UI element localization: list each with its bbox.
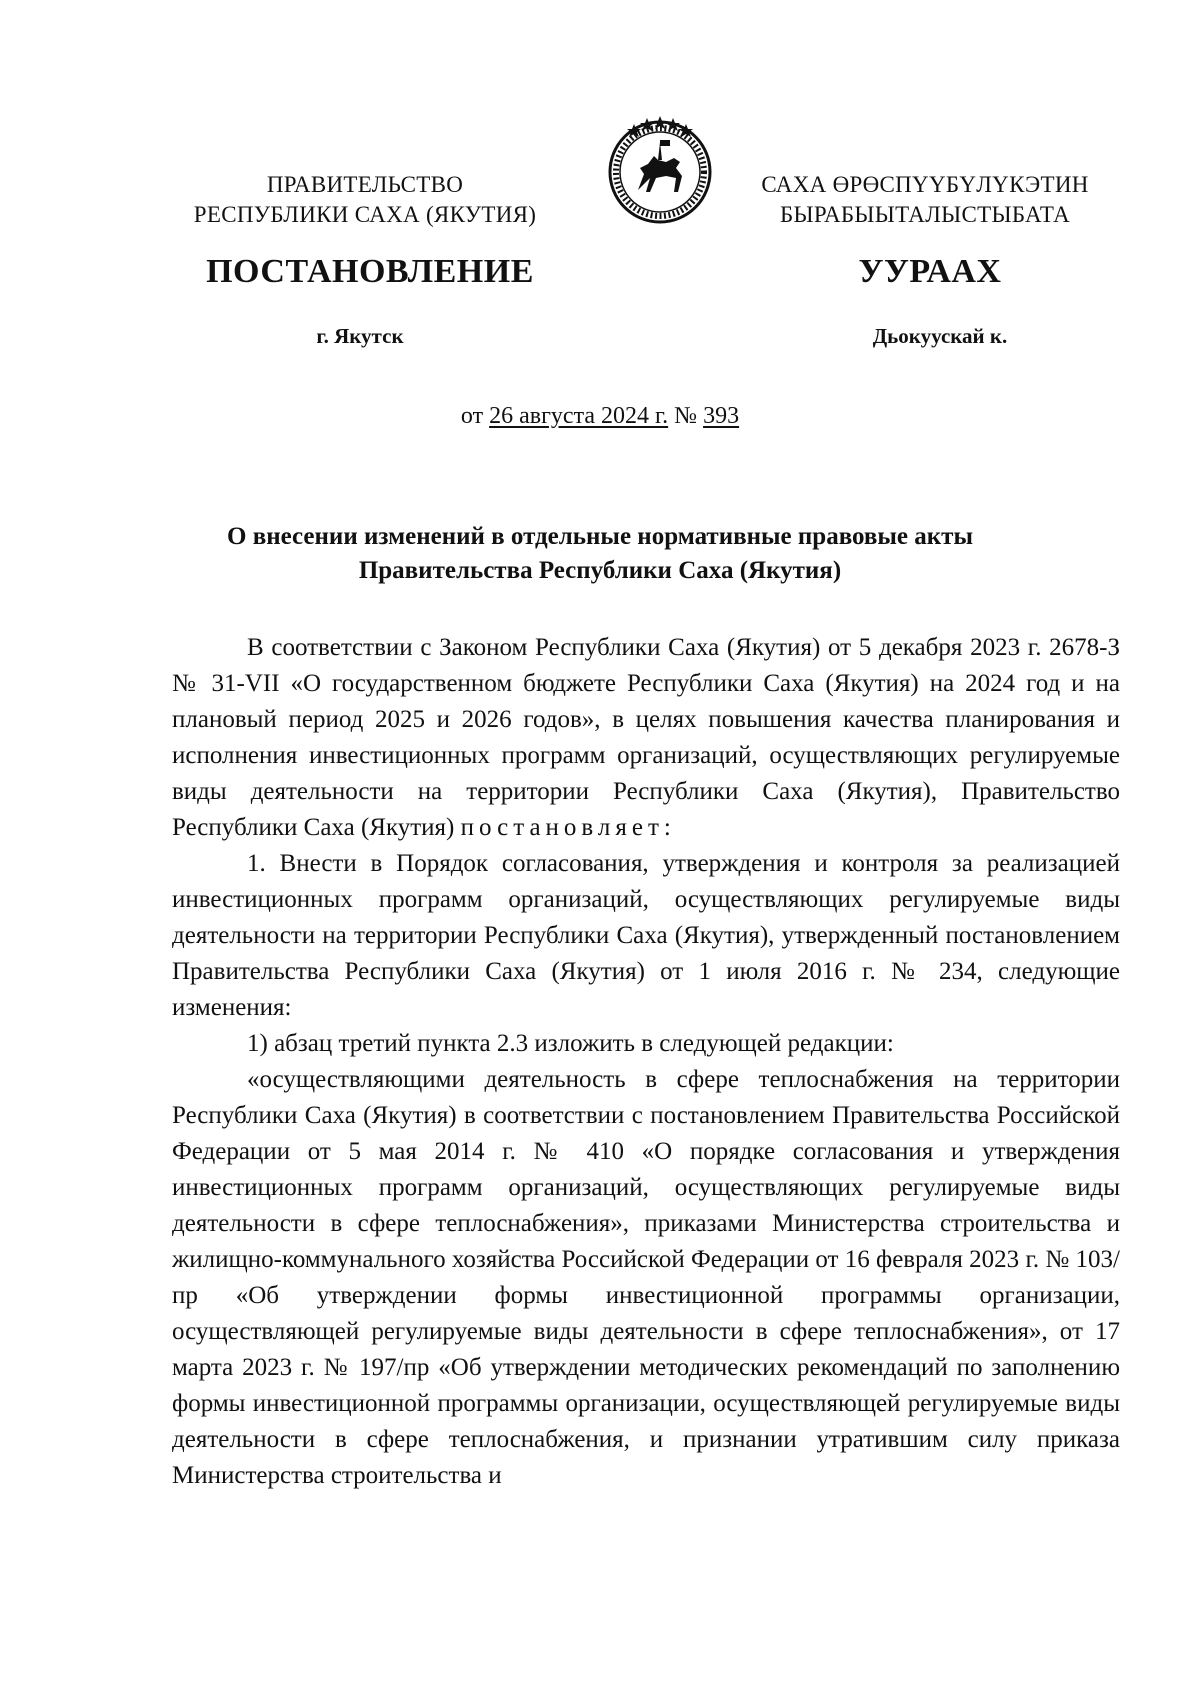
doc-type-sakha: УУРААХ: [858, 253, 1002, 290]
city-sakha: Дьокуускай к.: [872, 324, 1008, 348]
decrees-word: постановляет:: [460, 814, 676, 841]
preamble-text: В соответствии с Законом Республики Саха (Якутия) от 5 декабря 2023 г. 2678-З № 31-VII «О государственном бюджете Республики Саха (Якутия) на 2024 год и на плановый период 2025 и 2026 годов», в целях повышения качества планирования и исполнения инвестиционных программ организаций, осуществляющих регулируемые виды деятельности на территории Республики Саха (Якутия), Правительство Республики Саха (Якутия): [172, 634, 1120, 841]
document-title: [150, 520, 1050, 588]
doc-type-ru: ПОСТАНОВЛЕНИЕ: [206, 253, 534, 290]
government-name-sakha-line-1: САХА ӨРӨСПҮҮБҮЛҮКЭТИН: [761, 172, 1089, 197]
government-name-ru-line-2: РЕСПУБЛИКИ САХА (ЯКУТИЯ): [193, 202, 537, 227]
quoted-paragraph: «осуществляющими деятельность в сфере теплоснабжения на территории Республики Саха (Якутия) в соответствии с постановлением Правительства Российской Федерации от 5 мая 2014 г. № 410 «О порядке согласования и утверждения инвестиционных программ организаций, осуществляющих регулируемые виды деятельности в сфере теплоснабжения», приказами Министерства строительства и жилищно-коммунального хозяйства Российской Федерации от 16 февраля 2023 г. № 103/пр «Об утверждении формы инвестиционной программы организации, осуществляющей регулируемые виды деятельности в сфере теплоснабжения», от 17 марта 2023 г. № 197/пр «Об утверждении методических рекомендаций по заполнению формы инвестиционной программы организации, осуществляющей регулируемые виды деятельности в сфере теплоснабжения, и признании утратившим силу приказа Министерства строительства и: [172, 1066, 1120, 1489]
city-ru: г. Якутск: [316, 324, 404, 348]
document-title-line-2: Правительства Республики Саха (Якутия): [358, 557, 842, 584]
government-name-sakha: [740, 170, 1110, 230]
sakha-coat-of-arms-icon: [604, 112, 716, 224]
preamble-paragraph: [172, 630, 1120, 846]
document-body: [172, 630, 1120, 1494]
date-line: [0, 400, 1200, 432]
government-name-sakha-line-2: БЫРАБЫЫТАЛЫСТЫБАТА: [779, 202, 1071, 227]
number-sign: №: [674, 403, 698, 429]
date-prefix: от: [460, 403, 484, 429]
item-1-1-paragraph: 1) абзац третий пункта 2.3 изложить в следующей редакции:: [247, 1030, 894, 1057]
document-title-line-1: О внесении изменений в отдельные нормативные правовые акты: [227, 523, 973, 550]
item-1-paragraph: 1. Внести в Порядок согласования, утверждения и контроля за реализацией инвестиционных программ организаций, осуществляющих регулируемые виды деятельности на территории Республики Саха (Якутия), утвержденный постановлением Правительства Республики Саха (Якутия) от 1 июля 2016 г. № 234, следующие изменения:: [172, 850, 1120, 1021]
document-number: 393: [703, 403, 740, 429]
government-name-ru-line-1: ПРАВИТЕЛЬСТВО: [266, 172, 464, 197]
government-name-ru: [180, 170, 550, 230]
date-value: 26 августа 2024 г.: [489, 403, 669, 429]
